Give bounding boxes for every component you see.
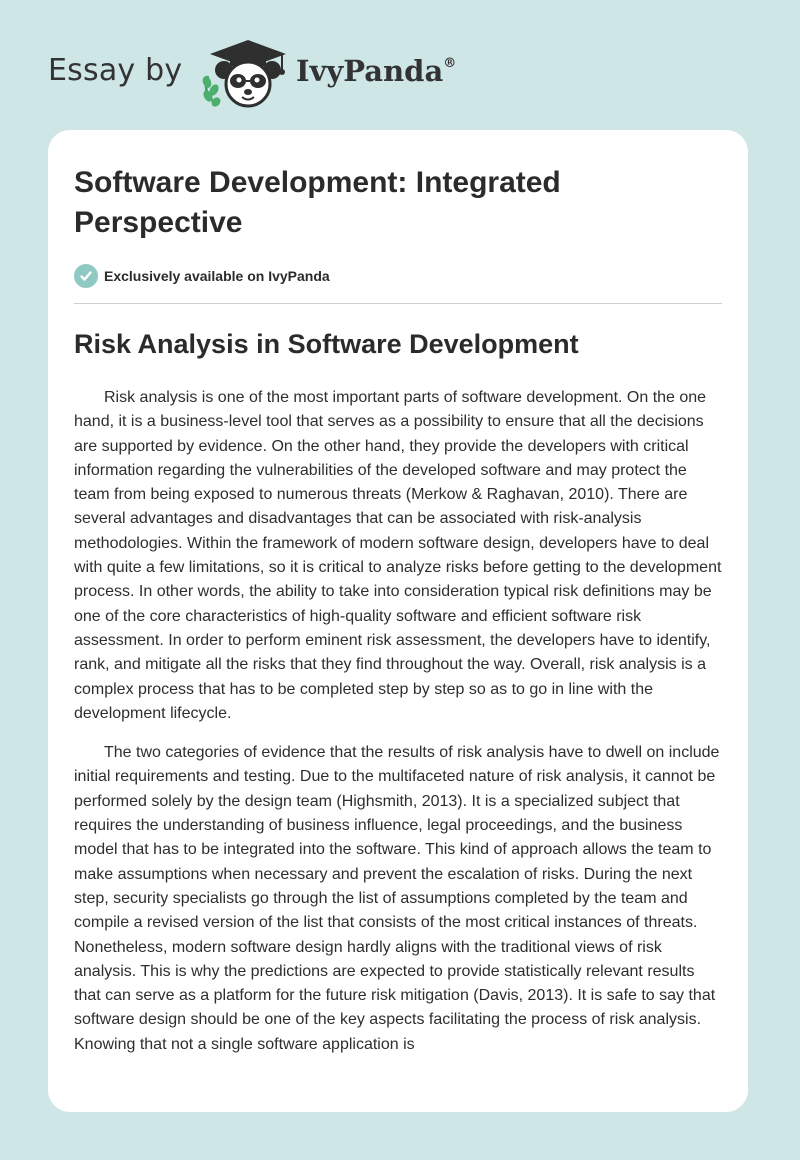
check-icon <box>74 264 98 288</box>
brand-prefix: Essay by <box>48 53 183 88</box>
paragraph: The two categories of evidence that the results of risk analysis have to dwell on include initial requirements and testing. Due to the multifaceted nature of risk analysis, it cannot be performed solely by the design team (Highsmith, 2013). It is a specialized subject that requires the understanding of business influence, legal proceedings, and the business model that has to be integrated into the software. This kind of approach allows the team to make assumptions when necessary and prevent the escalation of risks. During the next step, security specialists go through the list of assumptions completed by the team and compile a revised version of the list that consists of the most critical instances of threats. Nonetheless, modern software design hardly aligns with the traditional views of risk analysis. This is why the predictions are expected to provide statistically relevant results that can serve as a platform for the future risk mitigation (Davis, 2013). It is safe to say that software design should be one of the key aspects facilitating the process of risk analysis. Knowing that not a single software application is <box>74 744 720 1053</box>
exclusive-badge-text: Exclusively available on IvyPanda <box>104 268 330 284</box>
section-heading: Risk Analysis in Software Development <box>74 329 579 359</box>
brand-header <box>48 36 508 108</box>
brand-name[interactable]: IvyPanda® <box>296 54 457 88</box>
essay-card <box>48 130 748 1112</box>
essay-title: Software Development: Integrated Perspective <box>74 166 561 239</box>
panda-graduate-icon <box>202 36 292 108</box>
paragraph: Risk analysis is one of the most important parts of software development. On the one hand, it is a business-level tool that serves as a possibility to ensure that all the decisions are supported by evidence. On the other hand, they provide the developers with critical information regarding the vulnerabilities of the developed software and may protect the team from being exposed to numerous threats (Merkow & Raghavan, 2010). There are several advantages and disadvantages that can be associated with risk-analysis methodologies. Within the framework of modern software design, developers have to deal with quite a few limitations, so it is critical to analyze risks before getting to the development process. In other words, the ability to take into consideration typical risk definitions may be one of the core characteristics of high-quality software and efficient software risk assessment. In order to perform eminent risk assessment, the developers have to identify, rank, and mitigate all the risks that they find throughout the way. Overall, risk analysis is a complex process that has to be completed step by step so as to go in line with the development lifecycle. <box>74 389 722 722</box>
exclusive-badge <box>74 263 330 289</box>
divider <box>74 303 722 304</box>
essay-body <box>74 386 724 1072</box>
